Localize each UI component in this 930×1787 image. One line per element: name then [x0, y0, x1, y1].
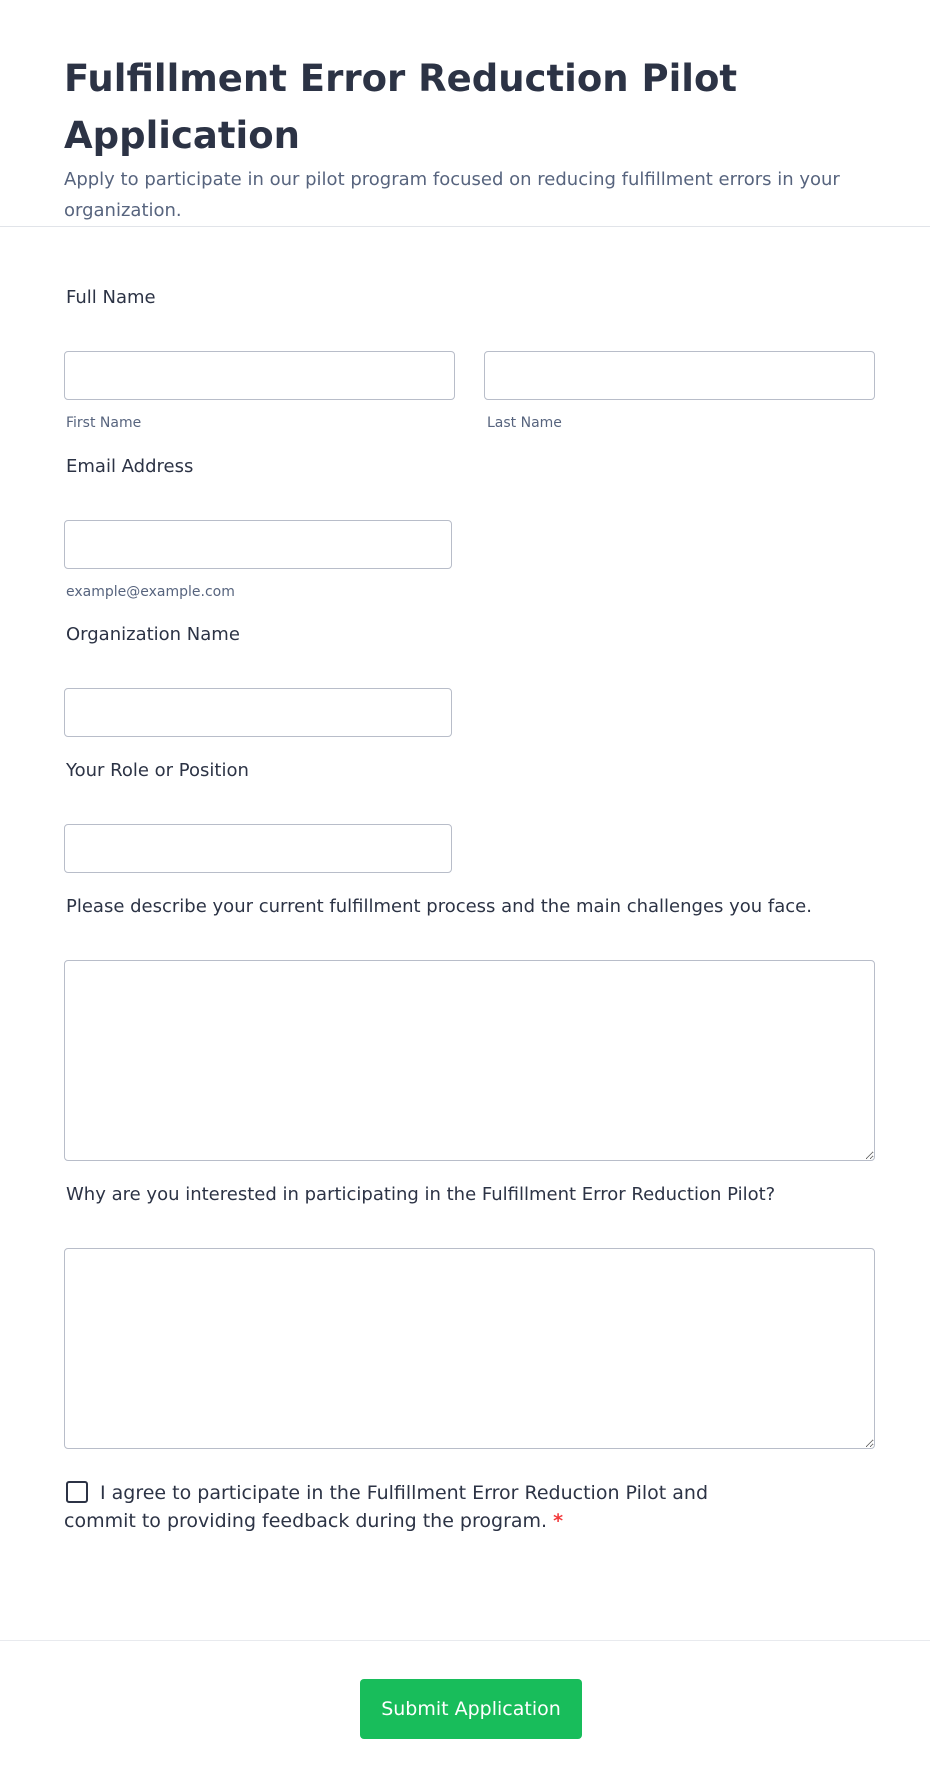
interest-label: Why are you interested in participating in the Fulfillment Error Reduction Pilot?: [66, 1184, 776, 1205]
consent-checkbox[interactable]: [66, 1481, 88, 1503]
first-name-input[interactable]: [64, 351, 455, 400]
form-header: [0, 0, 930, 227]
application-form: [0, 227, 930, 1590]
required-marker: *: [553, 1510, 564, 1532]
consent-field: [64, 1479, 784, 1535]
page-title: Fulfillment Error Reduction Pilot Application: [64, 57, 738, 157]
organization-input[interactable]: [64, 688, 452, 737]
email-label: Email Address: [66, 456, 194, 477]
interest-textarea[interactable]: [64, 1248, 875, 1449]
process-label: Please describe your current fulfillment process and the main challenges you face.: [66, 896, 812, 917]
consent-text: I agree to participate in the Fulfillment Error Reduction Pilot and commit to providing feedback during the program.: [64, 1482, 708, 1532]
last-name-input[interactable]: [484, 351, 875, 400]
form-footer: [0, 1640, 930, 1787]
page-subtitle: Apply to participate in our pilot program focused on reducing fulfillment errors in your organization.: [64, 169, 840, 221]
last-name-sublabel: Last Name: [487, 415, 562, 431]
role-input[interactable]: [64, 824, 452, 873]
organization-label: Organization Name: [66, 624, 240, 645]
email-sublabel: example@example.com: [66, 584, 235, 600]
submit-application-button[interactable]: Submit Application: [360, 1679, 582, 1739]
email-input[interactable]: [64, 520, 452, 569]
full-name-label: Full Name: [66, 287, 156, 308]
process-textarea[interactable]: [64, 960, 875, 1161]
first-name-sublabel: First Name: [66, 415, 142, 431]
role-label: Your Role or Position: [66, 760, 249, 781]
